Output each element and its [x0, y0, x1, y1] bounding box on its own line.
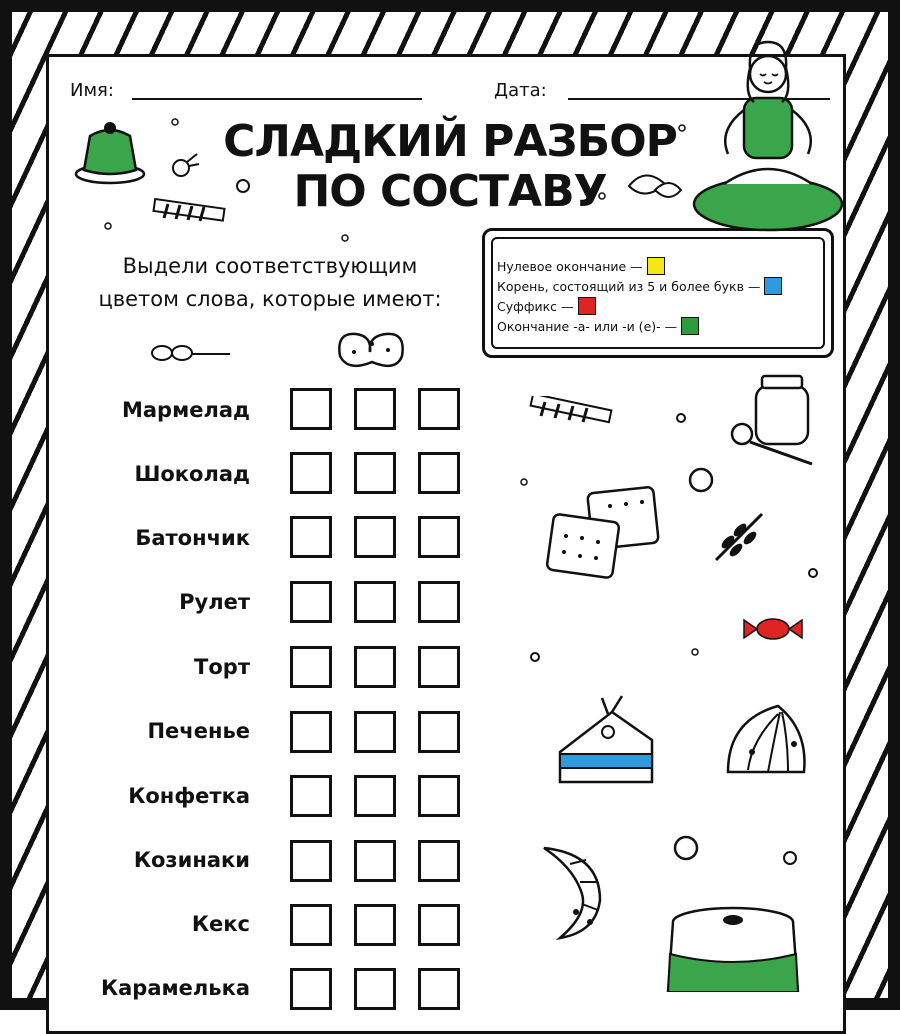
- legend-item-ending-a-i: Окончание -а- или -и (е)- —: [497, 317, 699, 335]
- caramel-icon: [148, 340, 234, 366]
- answer-box[interactable]: [354, 581, 396, 623]
- answer-box[interactable]: [354, 516, 396, 558]
- honey-jar-icon: [726, 372, 826, 472]
- word-item: Козинаки: [133, 848, 250, 872]
- answer-box[interactable]: [290, 968, 332, 1010]
- answer-box[interactable]: [418, 646, 460, 688]
- word-item: Конфетка: [128, 784, 250, 808]
- title-line-1: СЛАДКИЙ РАЗБОР: [223, 116, 677, 167]
- answer-box[interactable]: [354, 775, 396, 817]
- word-item: Кекс: [191, 912, 250, 936]
- answer-box[interactable]: [290, 775, 332, 817]
- croissant-icon: [530, 834, 620, 944]
- answer-box[interactable]: [290, 840, 332, 882]
- answer-box[interactable]: [290, 452, 332, 494]
- word-item: Батончик: [135, 526, 250, 550]
- answer-box[interactable]: [354, 840, 396, 882]
- answer-box[interactable]: [418, 581, 460, 623]
- date-label: Дата:: [494, 80, 547, 101]
- answer-box[interactable]: [290, 581, 332, 623]
- word-item: Печенье: [147, 719, 250, 743]
- answer-box[interactable]: [354, 452, 396, 494]
- answer-box[interactable]: [354, 646, 396, 688]
- instruction-line-2: цветом слова, которые имеют:: [98, 287, 442, 311]
- crackers-icon: [546, 486, 666, 586]
- answer-box[interactable]: [418, 711, 460, 753]
- meringue-icon: [718, 700, 818, 786]
- answer-box[interactable]: [418, 516, 460, 558]
- answer-box[interactable]: [418, 840, 460, 882]
- word-item: Торт: [194, 655, 250, 679]
- cake-slice-icon: [552, 692, 662, 802]
- instruction-line-1: Выдели соответствующим: [122, 254, 418, 278]
- name-label: Имя:: [70, 80, 114, 101]
- word-item: Рулет: [179, 590, 250, 614]
- wrapped-candy-icon: [740, 614, 806, 644]
- title-line-2: ПО СОСТАВУ: [293, 166, 607, 217]
- answer-box[interactable]: [290, 904, 332, 946]
- answer-box[interactable]: [418, 968, 460, 1010]
- answer-box[interactable]: [290, 388, 332, 430]
- answer-box[interactable]: [418, 452, 460, 494]
- answer-box[interactable]: [418, 775, 460, 817]
- word-item: Шоколад: [134, 462, 250, 486]
- answer-box[interactable]: [354, 968, 396, 1010]
- word-item: Карамелька: [100, 976, 250, 1000]
- answer-box[interactable]: [418, 904, 460, 946]
- legend-item-zero-ending: Нулевое окончание —: [497, 257, 665, 275]
- legend-item-long-root: Корень, состоящий из 5 и более букв —: [497, 277, 782, 295]
- answer-box[interactable]: [354, 711, 396, 753]
- answer-box[interactable]: [290, 646, 332, 688]
- leaf-branch-icon: [708, 504, 772, 568]
- answer-box[interactable]: [354, 388, 396, 430]
- word-item: Мармелад: [121, 398, 250, 422]
- straw-icon-2: [527, 396, 617, 426]
- pretzel-icon: [330, 322, 414, 376]
- answer-box[interactable]: [290, 711, 332, 753]
- answer-box[interactable]: [290, 516, 332, 558]
- green-cake-icon: [658, 904, 808, 992]
- answer-box[interactable]: [354, 904, 396, 946]
- answer-box[interactable]: [418, 388, 460, 430]
- legend-item-suffix: Суффикс —: [497, 297, 596, 315]
